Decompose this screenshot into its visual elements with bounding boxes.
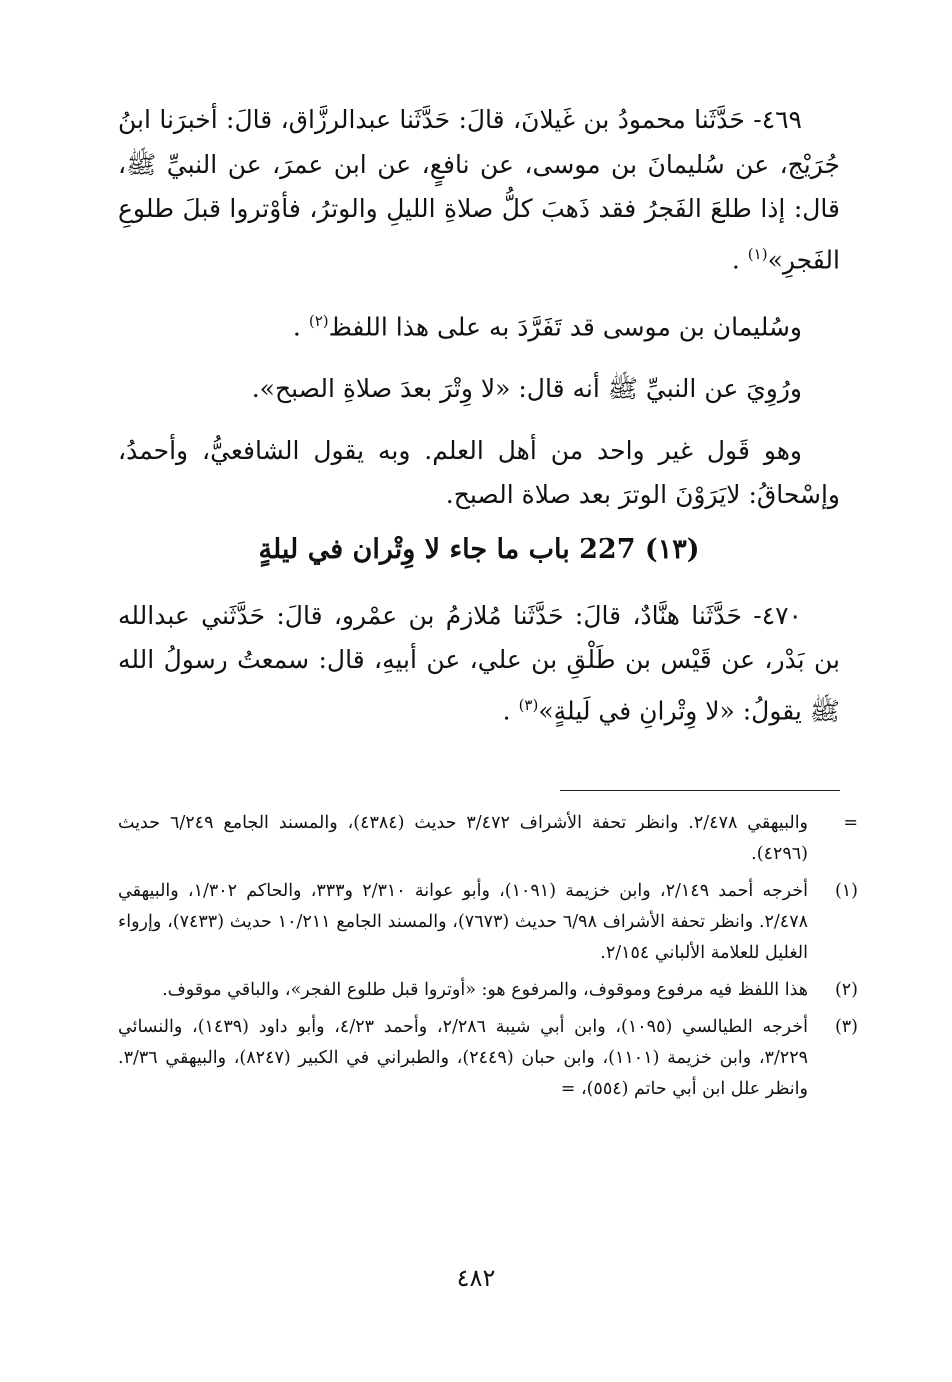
page-number: ٤٨٢	[456, 1264, 496, 1292]
footnote-divider	[560, 790, 840, 791]
footnote-mark: =	[843, 813, 858, 833]
footnote-mark: (٣)	[834, 1017, 858, 1037]
remark-tafarrud	[118, 299, 840, 350]
hadith-469-end: .	[731, 244, 748, 274]
hadith-469	[118, 98, 840, 282]
footnote-ref-2: (٢)	[308, 312, 329, 331]
footnote-mark: (١)	[834, 881, 858, 901]
footnote-text: أخرجه الطيالسي (١٠٩٥)، وابن أبي شيبة ٢/٢٨٦، وأحمد ٤/٢٣، وأبو داود (١٤٣٩)، والنسائي ٣/٢٢٩، وابن خزيمة (١١٠١)، وابن حبان (٢٤٤٩)، والطبراني في الكبير (٨٢٤٧)، والبيهقي ٣/٣٦. وانظر علل ابن أبي حاتم (٥٥٤)، =	[118, 1017, 809, 1099]
remark-2-text: ورُوِيَ عن النبيِّ ﷺ أنه قال: «لا وِتْرَ بعدَ صلاةِ الصبح».	[251, 374, 802, 404]
footnote-text: والبيهقي ٢/٤٧٨. وانظر تحفة الأشراف ٣/٤٧٢ حديث (٤٣٨٤)، والمسند الجامع ٦/٢٤٩ حديث (٤٢٩٦).	[118, 813, 809, 864]
footnote-3	[118, 1012, 858, 1105]
remark-scholars	[118, 429, 840, 518]
footnote-2	[118, 975, 858, 1006]
footnote-ref-1: (١)	[747, 244, 768, 263]
footnote-text: هذا اللفظ فيه مرفوع وموقوف، والمرفوع هو: «أوتروا قبل طلوع الفجر»، والباقي موقوف.	[162, 980, 808, 1000]
footnote-ref-3: (٣)	[518, 695, 539, 714]
hadith-470	[118, 594, 840, 734]
footnote-continued	[118, 808, 858, 870]
remark-riwaya	[118, 367, 840, 412]
remark-1-text: وسُليمان بن موسى قد تَفَرَّدَ به على هذا اللفظ	[328, 312, 802, 342]
remark-1-end: .	[292, 312, 309, 342]
chapter-heading: (١٣) 227 باب ما جاء لا وِتْران في ليلةٍ	[258, 533, 700, 565]
hadith-469-text: ٤٦٩- حَدَّثَنا محمودُ بن غَيلانَ، قالَ: حَدَّثَنا عبدالرزَّاق، قالَ: أخبرَنا ابنُ جُرَيْج، عن سُليمانَ بن موسى، عن نافعٍ، عن ابن عمرَ، عن النبيِّ ﷺ، قال: إذا طلعَ الفَجرُ فقد ذَهبَ كلُّ صلاةِ الليلِ والوترُ، فأوْتروا قبلَ طلوعِ الفَجرِ»	[118, 105, 840, 274]
main-text	[118, 98, 840, 750]
hadith-470-text: ٤٧٠- حَدَّثَنا هنَّادٌ، قالَ: حَدَّثَنا مُلازمُ بن عمْرو، قالَ: حَدَّثَني عبدالله بن بَدْر، عن قَيْس بن طَلْقِ بن علي، عن أبيهِ، قال: سمعتُ رسولُ الله ﷺ يقولُ: «لا وِتْرانِ في لَيلةٍ»	[118, 600, 840, 725]
remark-3-text: وهو قَول غير واحد من أهل العلم. وبه يقول الشافعيُّ، وأحمدُ، وإسْحاقُ: لايَرَوْنَ الوترَ بعد صلاة الصبح.	[118, 435, 840, 510]
footnote-mark: (٢)	[834, 980, 858, 1000]
hadith-470-end: .	[502, 695, 519, 725]
footnotes	[118, 808, 858, 1111]
footnote-1	[118, 876, 858, 969]
footnote-text: أخرجه أحمد ٢/١٤٩، وابن خزيمة (١٠٩١)، وأبو عوانة ٢/٣١٠ و٣٣٣، والحاكم ١/٣٠٢، والبيهقي ٢/٤٧٨. وانظر تحفة الأشراف ٦/٩٨ حديث (٧٦٧٣)، والمسند الجامع ١٠/٢١١ حديث (٧٤٣٣)، وإرواء الغليل للعلامة الألباني ٢/١٥٤.	[118, 881, 809, 963]
